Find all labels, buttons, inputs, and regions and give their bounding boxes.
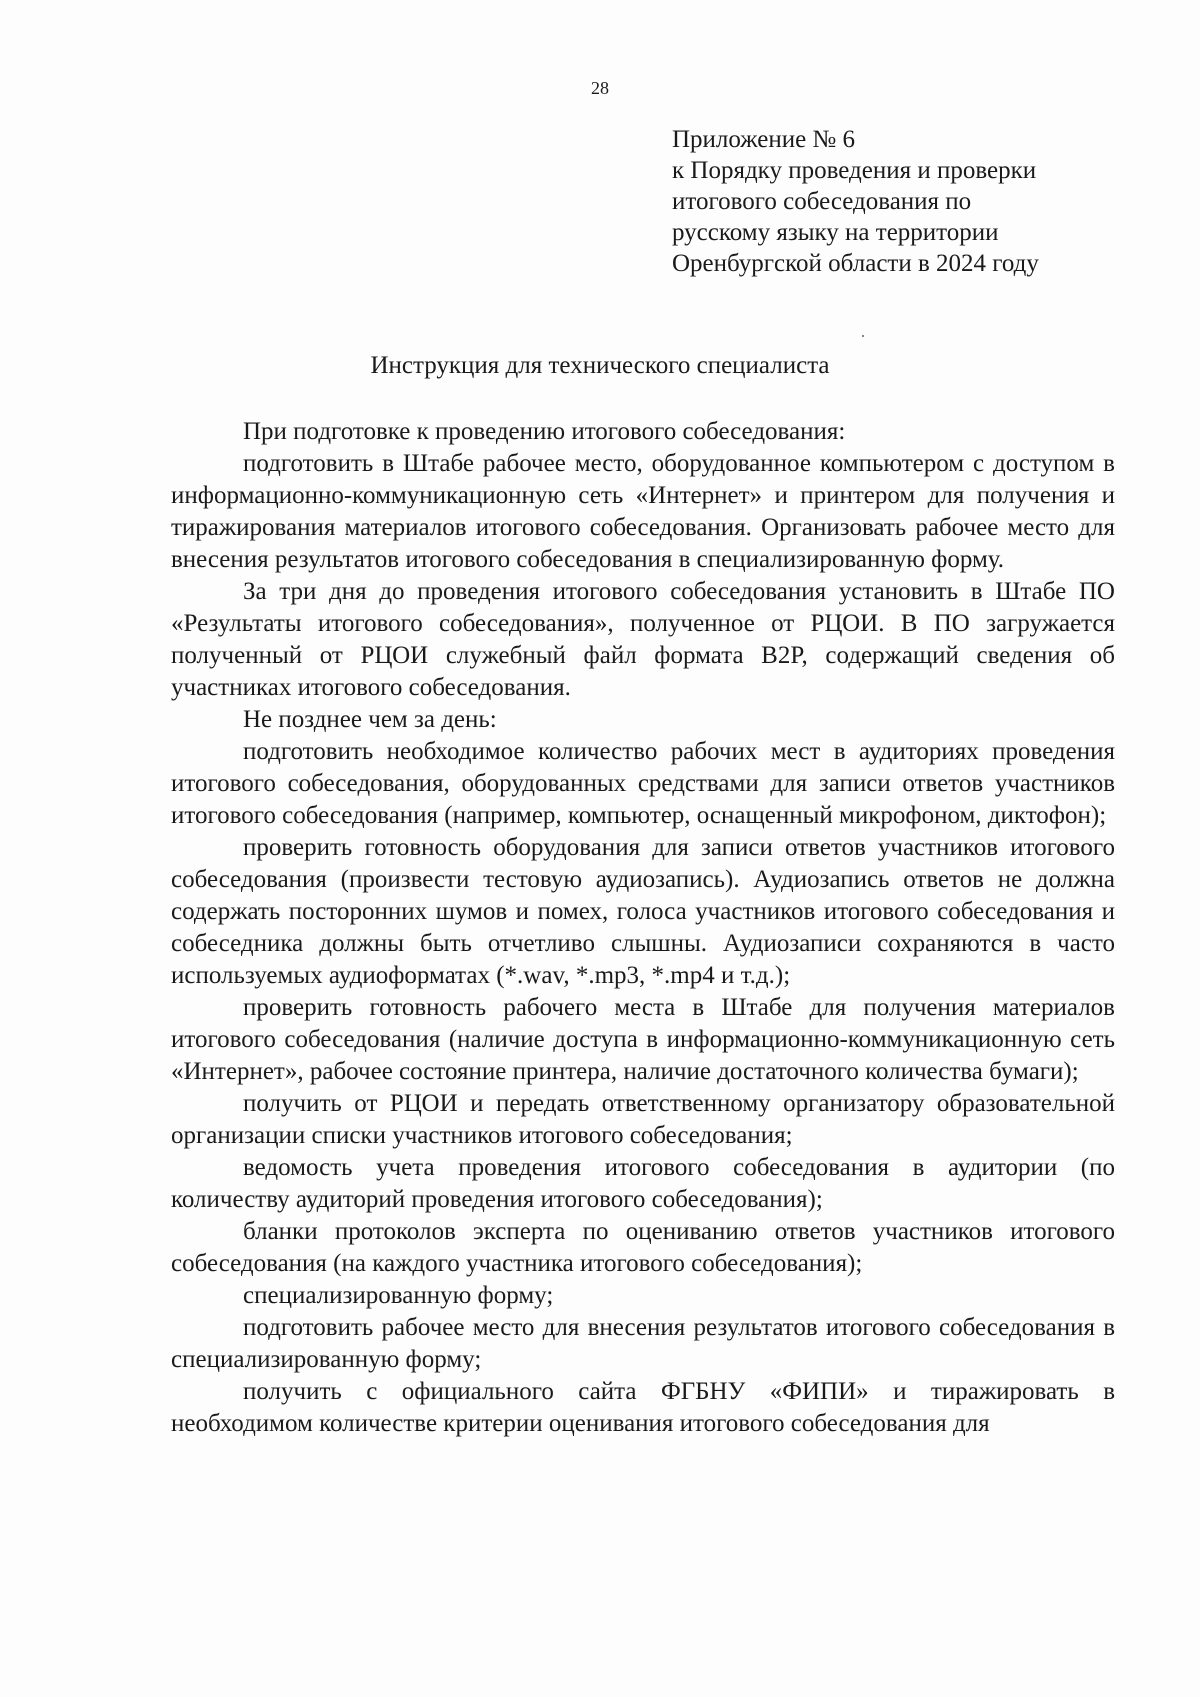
appendix-line: Оренбургской области в 2024 году [672, 250, 1039, 277]
paragraph: бланки протоколов эксперта по оцениванию ответов участников итогового собеседования (на каждого участника итогового собеседования); [171, 1218, 1115, 1277]
paragraph: За три дня до проведения итогового собеседования установить в Штабе ПО «Результаты итогового собеседования», полученное от РЦОИ. В ПО загружается полученный от РЦОИ служебный файл формата B2P, содержащий сведения об участниках итогового собеседования. [171, 578, 1115, 701]
paragraph: ведомость учета проведения итогового собеседования в аудитории (по количеству аудиторий проведения итогового собеседования); [171, 1154, 1115, 1213]
page-number: 28 [591, 78, 609, 98]
appendix-line: к Порядку проведения и проверки [672, 157, 1037, 184]
appendix-line: русскому языку на территории [672, 219, 999, 246]
paragraph: получить от РЦОИ и передать ответственному организатору образовательной организации списки участников итогового собеседования; [171, 1090, 1115, 1149]
document-body [171, 416, 1115, 1440]
appendix-header [672, 124, 1152, 279]
scan-artifact [862, 335, 864, 337]
paragraph: подготовить рабочее место для внесения результатов итогового собеседования в специализированную форму; [171, 1314, 1115, 1373]
paragraph: Не позднее чем за день: [243, 706, 497, 733]
appendix-line: Приложение № 6 [672, 126, 856, 153]
paragraph: При подготовке к проведению итогового собеседования: [243, 418, 846, 445]
paragraph: получить с официального сайта ФГБНУ «ФИПИ» и тиражировать в необходимом количестве критерии оценивания итогового собеседования для [171, 1378, 1115, 1437]
paragraph: специализированную форму; [243, 1282, 554, 1309]
paragraph: подготовить необходимое количество рабочих мест в аудиториях проведения итогового собеседования, оборудованных средствами для записи ответов участников итогового собеседования (например, компьютер, оснащенный микрофоном, диктофон); [171, 738, 1115, 829]
paragraph: проверить готовность оборудования для записи ответов участников итогового собеседования (произвести тестовую аудиозапись). Аудиозапись ответов не должна содержать посторонних шумов и помех, голоса участников итогового собеседования и собеседника должны быть отчетливо слышны. Аудиозаписи сохраняются в часто используемых аудиоформатах (*.wav, *.mp3, *.mp4 и т.д.); [171, 834, 1115, 989]
document-title: Инструкция для технического специалиста [370, 352, 830, 379]
paragraph: проверить готовность рабочего места в Штабе для получения материалов итогового собеседования (наличие доступа в информационно-коммуникационную сеть «Интернет», рабочее состояние принтера, наличие достаточного количества бумаги); [171, 994, 1115, 1085]
paragraph: подготовить в Штабе рабочее место, оборудованное компьютером с доступом в информационно-коммуникационную сеть «Интернет» и принтером для получения и тиражирования материалов итогового собеседования. Организовать рабочее место для внесения результатов итогового собеседования в специализированную форму. [171, 450, 1115, 573]
appendix-line: итогового собеседования по [672, 188, 972, 215]
